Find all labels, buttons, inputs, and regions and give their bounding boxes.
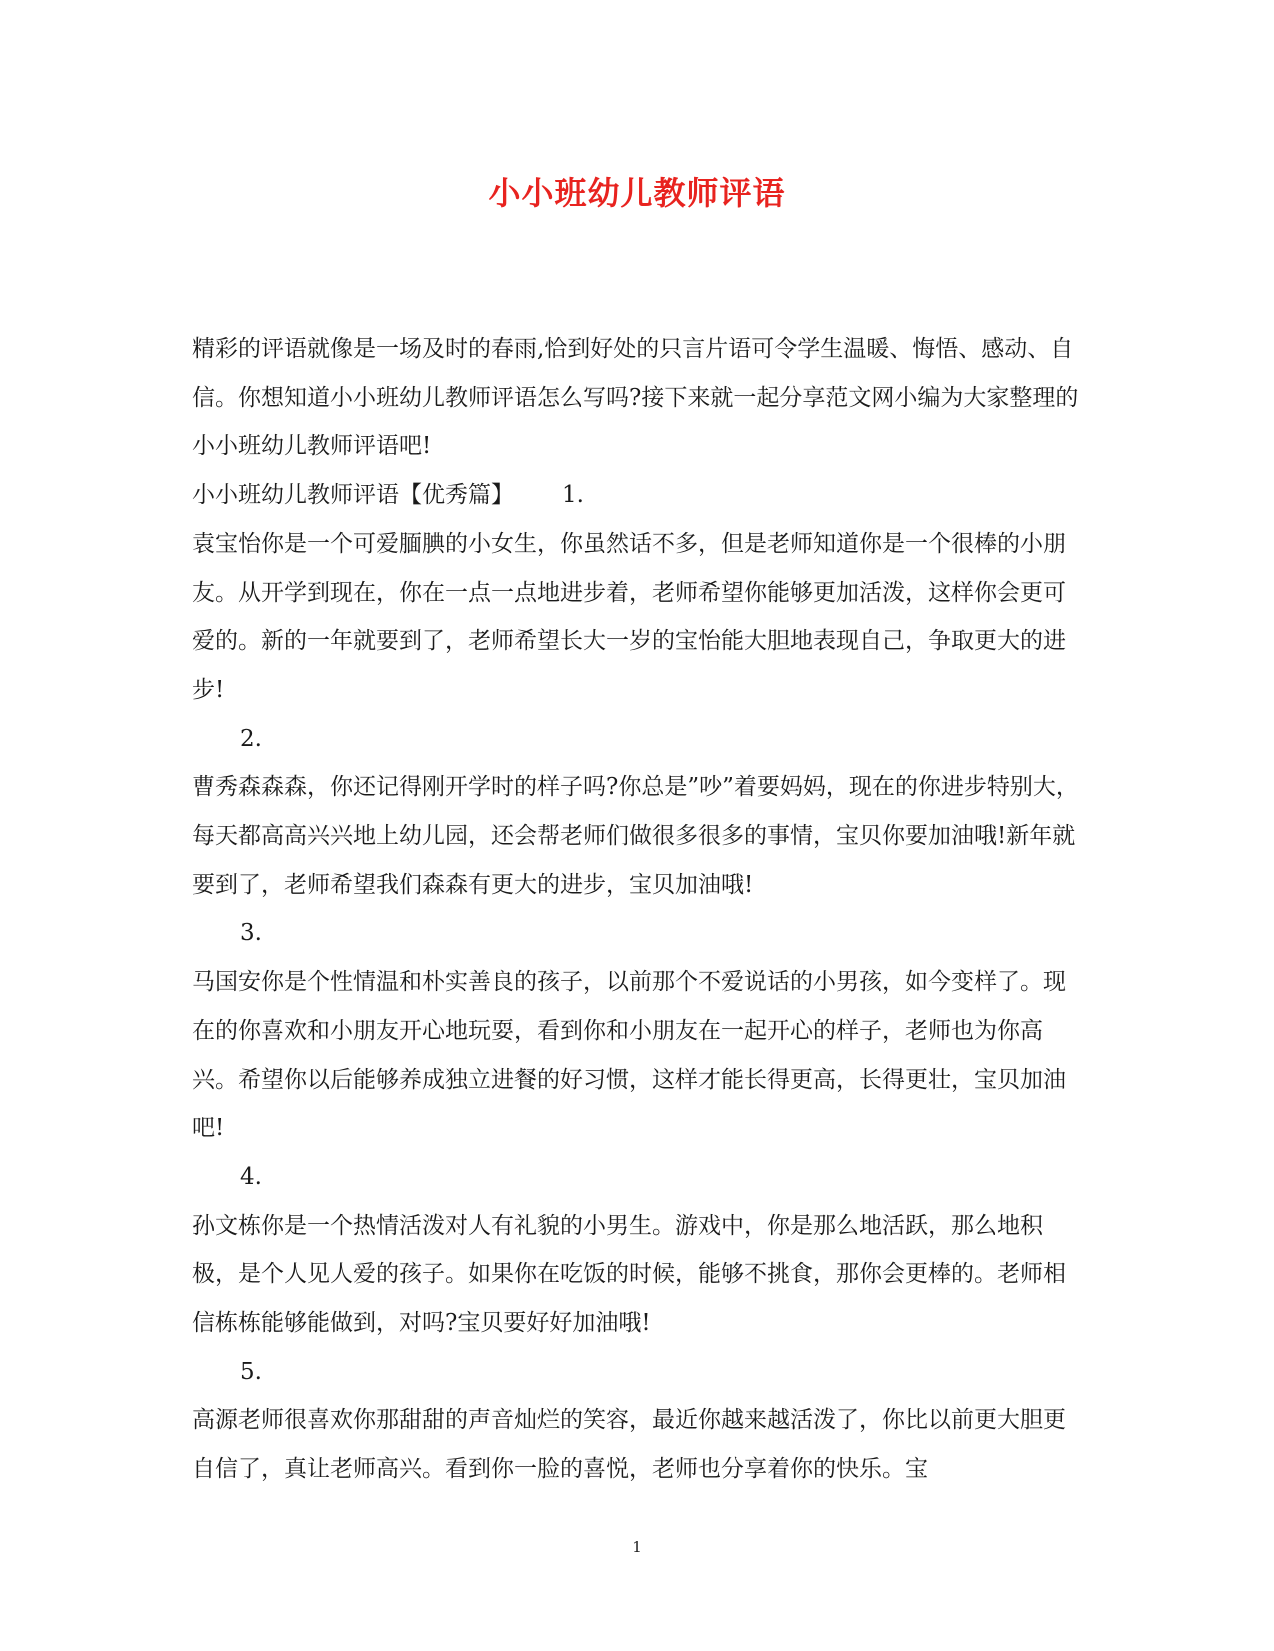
item-text: 袁宝怡你是一个可爱腼腆的小女生，你虽然话不多，但是老师知道你是一个很棒的小朋友。从开学到现在，你在一点一点地进步着，老师希望你能够更加活泼，这样你会更可爱的。新的一年就要到了，老师希望长大一岁的宝怡能大胆地表现自己，争取更大的进步! [192,530,1066,703]
item-text: 马国安你是个性情温和朴实善良的孩子，以前那个不爱说话的小男孩，如今变样了。现在的你喜欢和小朋友开心地玩耍，看到你和小朋友在一起开心的样子，老师也为你高兴。希望你以后能够养成独立进餐的好习惯，这样才能长得更高，长得更壮，宝贝加油吧! [192,969,1066,1142]
item-number: 2. [240,725,262,752]
item-text: 高源老师很喜欢你那甜甜的声音灿烂的笑容，最近你越来越活泼了，你比以前更大胆更自信了，真让老师高兴。看到你一脸的喜悦，老师也分享着你的快乐。宝 [192,1407,1066,1483]
intro-paragraph: 精彩的评语就像是一场及时的春雨,恰到好处的只言片语可令学生温暖、悔悟、感动、自信。你想知道小小班幼儿教师评语怎么写吗?接下来就一起分享范文网小编为大家整理的小小班幼儿教师评语吧! [192,336,1079,460]
document-body [192,325,1082,1494]
section-heading: 小小班幼儿教师评语【优秀篇】 [192,482,514,509]
page-number: 1 [632,1538,642,1556]
item-text: 曹秀森森森，你还记得刚开学时的样子吗?你总是”吵”着要妈妈，现在的你进步特别大，每天都高高兴兴地上幼儿园，还会帮老师们做很多很多的事情，宝贝你要加油哦!新年就要到了，老师希望我们森森有更大的进步，宝贝加油哦! [192,774,1079,898]
item-text: 孙文栋你是一个热情活泼对人有礼貌的小男生。游戏中，你是那么地活跃，那么地积极，是个人见人爱的孩子。如果你在吃饭的时候，能够不挑食，那你会更棒的。老师相信栋栋能够能做到，对吗?宝贝要好好加油哦! [192,1212,1066,1337]
item-number: 1. [562,482,584,509]
item-number: 3. [240,920,262,947]
item-number: 5. [240,1358,262,1385]
section-heading-line [192,471,1082,520]
item-number: 4. [240,1163,262,1190]
document-title: 小小班幼儿教师评语 [488,174,786,212]
